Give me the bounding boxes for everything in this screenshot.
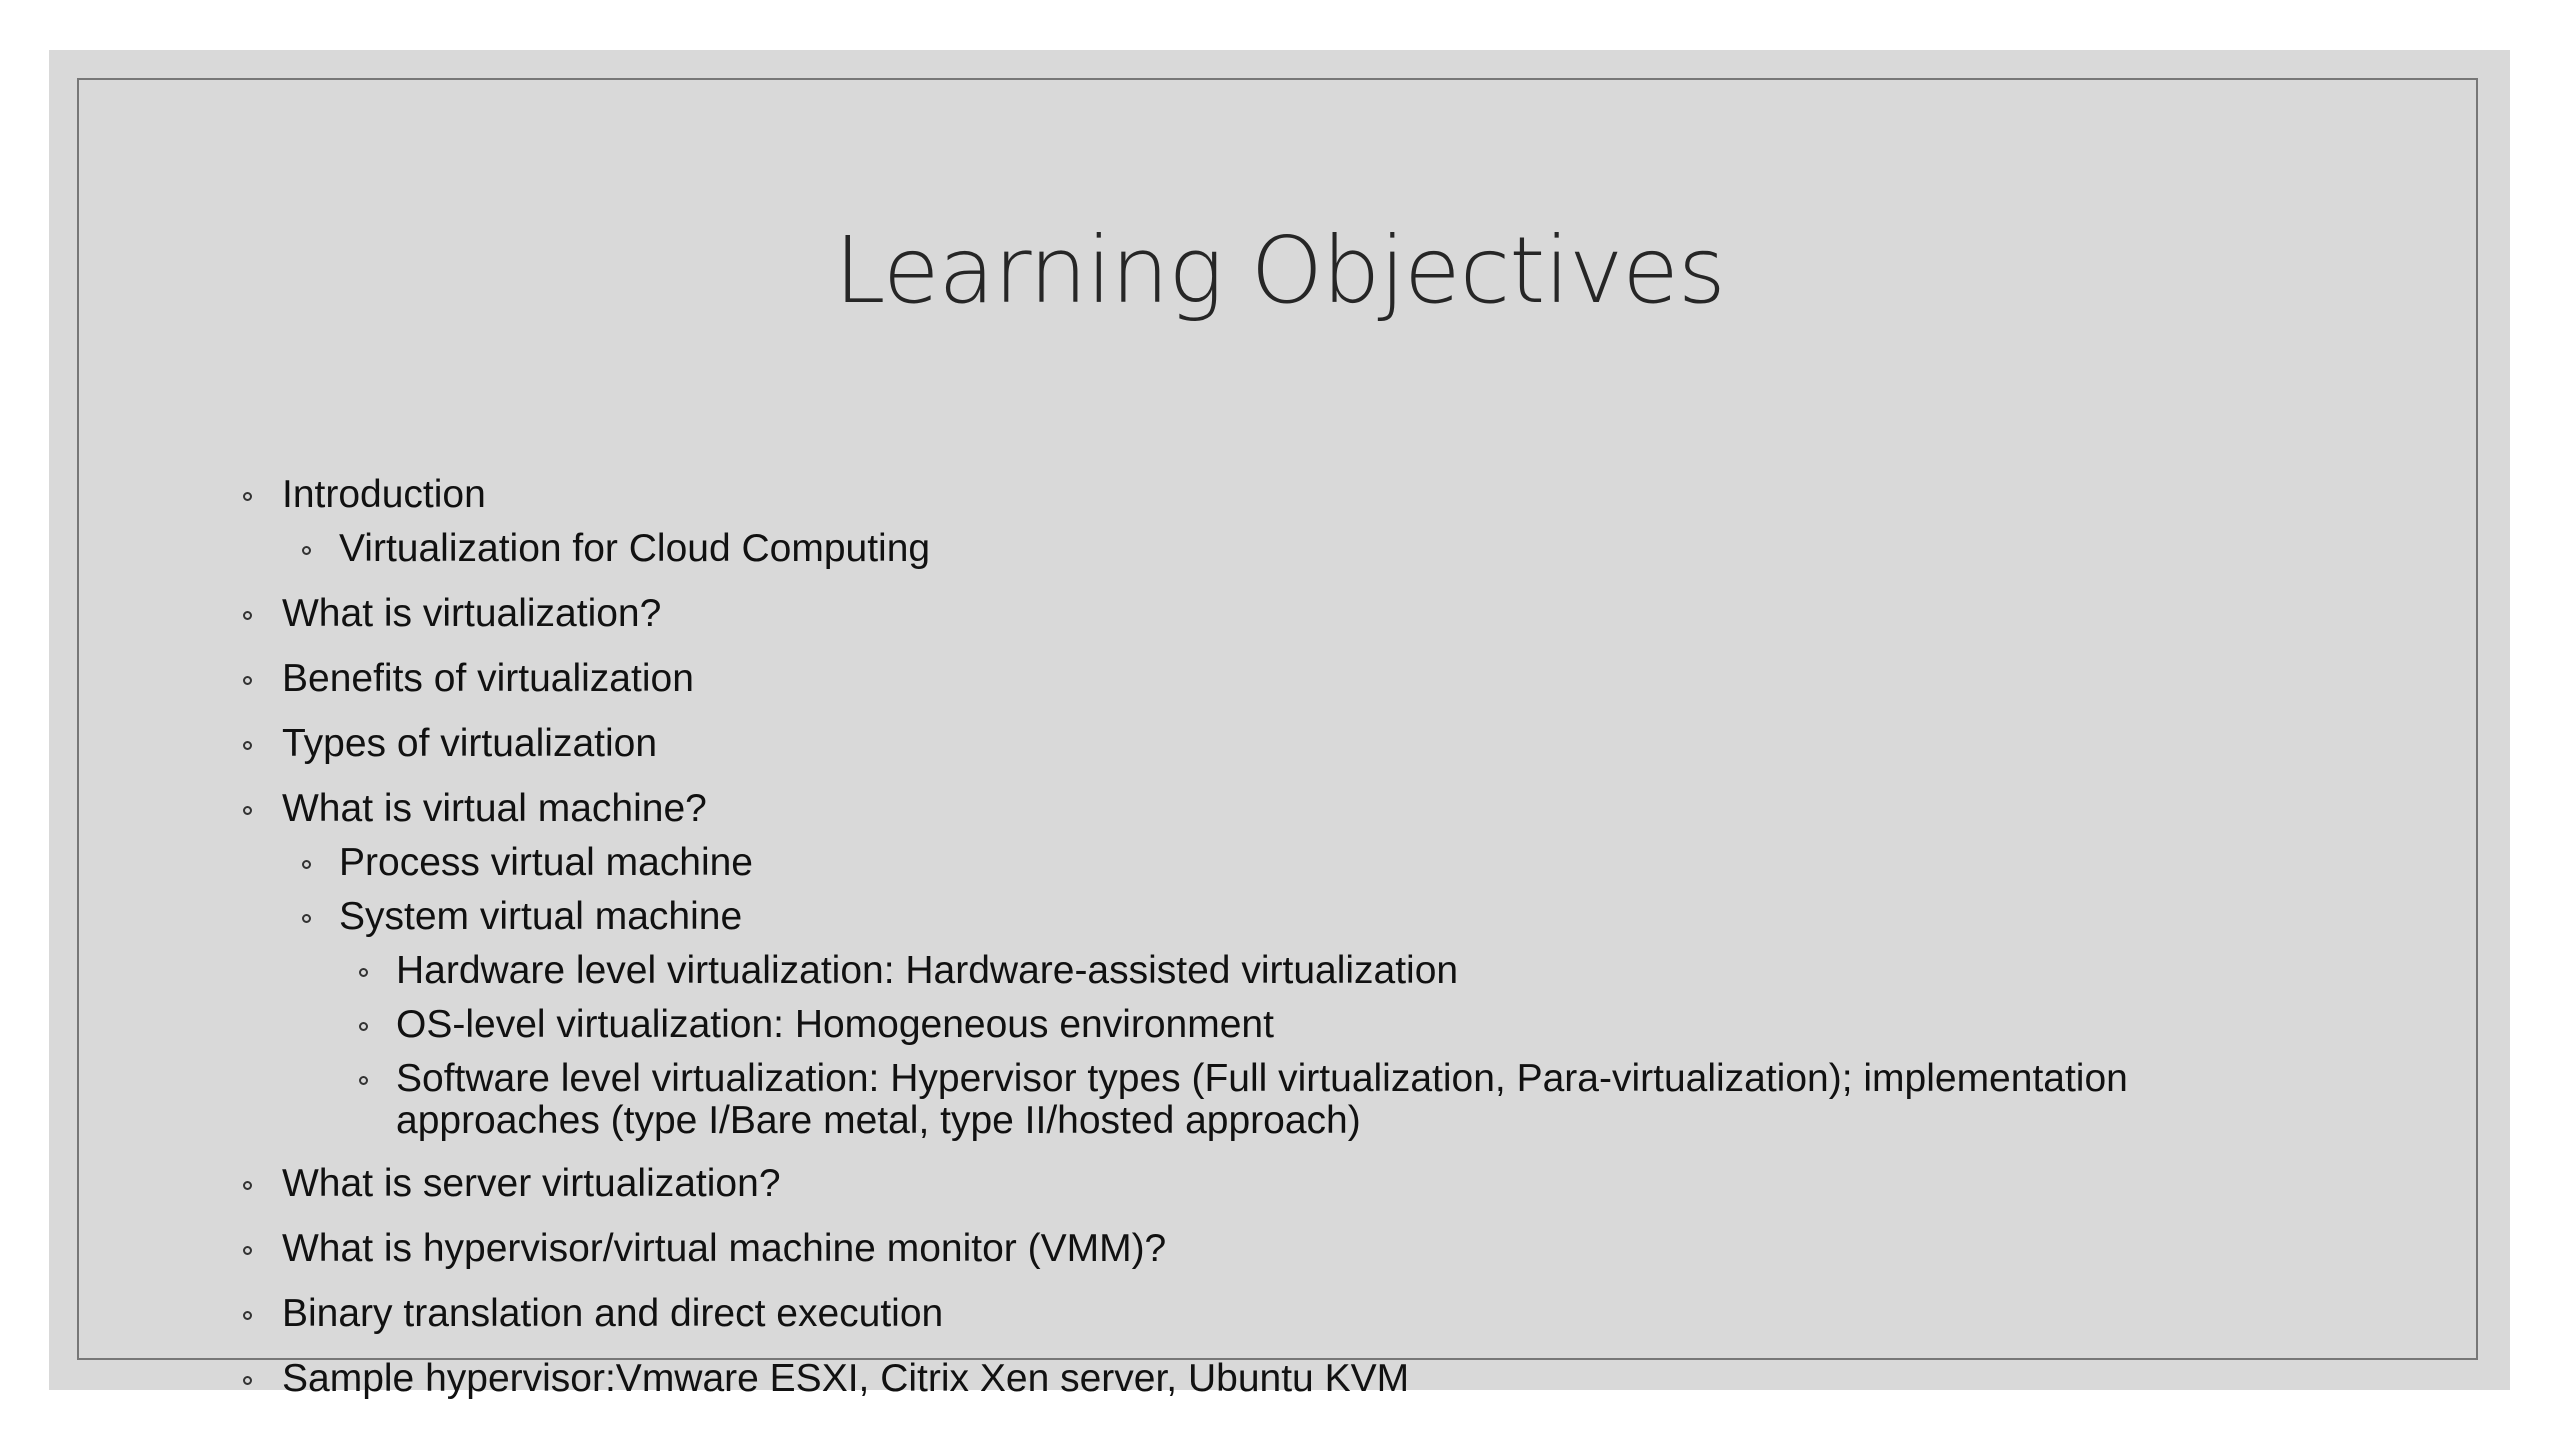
list-item-text: Sample hypervisor:Vmware ESXI, Citrix Xen server, Ubuntu KVM	[282, 1357, 1410, 1400]
list-item-text: Hardware level virtualization: Hardware-assisted virtualization	[396, 949, 1459, 992]
bullet-icon	[243, 676, 252, 685]
list-item-text: OS-level virtualization: Homogeneous environment	[396, 1003, 1274, 1046]
list-item-text: What is server virtualization?	[282, 1162, 781, 1205]
list-item	[396, 1004, 1274, 1046]
slide-title: Learning Objectives	[834, 217, 1725, 324]
bullet-icon	[359, 968, 368, 977]
bullet-icon	[243, 1181, 252, 1190]
list-item	[282, 723, 657, 765]
list-item	[282, 1163, 781, 1205]
list-item	[282, 593, 661, 635]
outline-list	[49, 50, 2510, 1400]
list-item	[339, 842, 753, 884]
list-item-text: What is virtualization?	[282, 592, 662, 635]
bullet-icon	[243, 492, 252, 501]
list-item-text: Software level virtualization: Hypervisor types (Full virtualization, Para-virtualization); implementation	[396, 1057, 2128, 1100]
list-item-text: What is hypervisor/virtual machine monitor (VMM)?	[282, 1227, 1167, 1270]
bullet-icon	[243, 741, 252, 750]
list-item	[282, 474, 486, 516]
bullet-icon	[359, 1022, 368, 1031]
list-item	[282, 788, 707, 830]
bullet-icon	[243, 611, 252, 620]
bullet-icon	[243, 1311, 252, 1320]
list-item-text: Types of virtualization	[282, 722, 658, 765]
list-item	[282, 658, 694, 700]
list-item-text-continuation: approaches (type I/Bare metal, type II/hosted approach)	[396, 1099, 1361, 1142]
list-item-text: Introduction	[282, 473, 486, 516]
list-item-text: Virtualization for Cloud Computing	[339, 527, 931, 570]
list-item-text: Process virtual machine	[339, 841, 753, 884]
list-item-text: Benefits of virtualization	[282, 657, 694, 700]
bullet-icon	[359, 1076, 368, 1085]
list-item-text: Binary translation and direct execution	[282, 1292, 944, 1335]
list-item	[339, 528, 930, 570]
list-item	[339, 896, 742, 938]
list-item	[396, 950, 1458, 992]
list-item	[396, 1058, 2128, 1142]
bullet-icon	[243, 1376, 252, 1385]
bullet-icon	[302, 914, 311, 923]
bullet-icon	[302, 860, 311, 869]
bullet-icon	[243, 1246, 252, 1255]
list-item	[282, 1358, 1409, 1400]
list-item-text: What is virtual machine?	[282, 787, 707, 830]
slide	[49, 50, 2510, 1400]
list-item	[282, 1293, 943, 1335]
bullet-icon	[243, 806, 252, 815]
bullet-icon	[302, 546, 311, 555]
list-item-text: System virtual machine	[339, 895, 743, 938]
list-item	[282, 1228, 1166, 1270]
